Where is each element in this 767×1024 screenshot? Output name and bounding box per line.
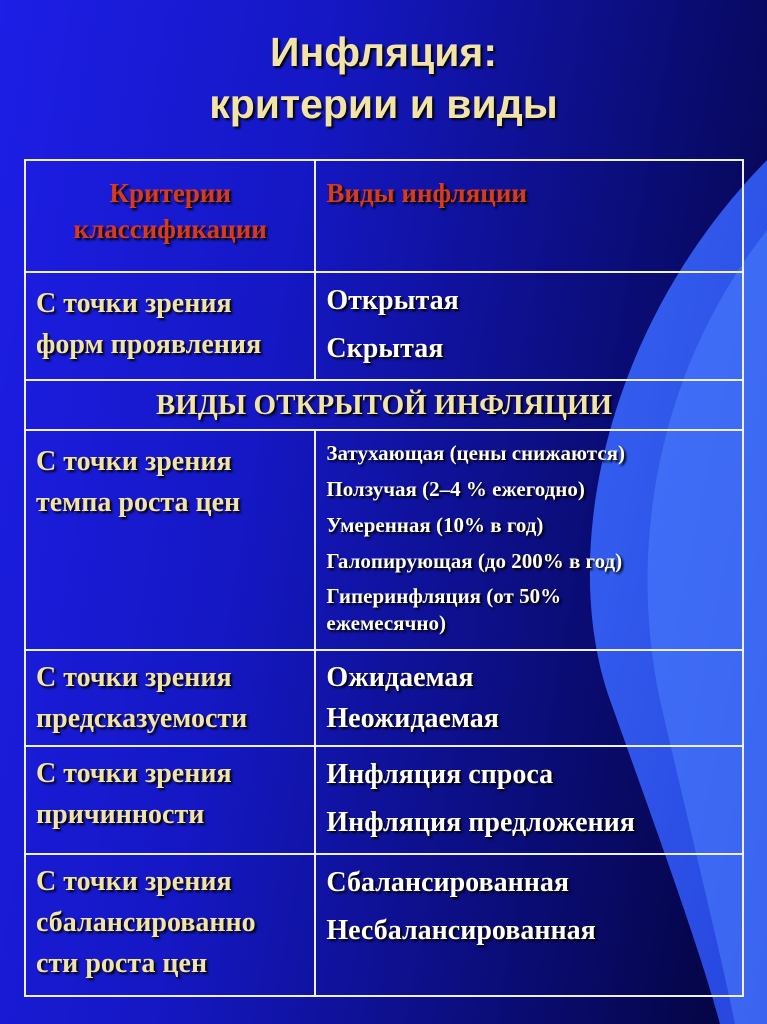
criteria-predictability-line2: предсказуемости <box>36 703 248 734</box>
header-types-cell <box>315 160 743 272</box>
criteria-predictability-line1: С точки зрения <box>36 662 232 693</box>
types-cell-forms <box>315 272 743 380</box>
type-expected: Ожидаемая <box>326 662 474 693</box>
criteria-cell-price-growth <box>25 430 315 650</box>
type-unexpected: Неожидаемая <box>326 703 499 734</box>
criteria-price-growth-line2: темпа роста цен <box>36 487 241 518</box>
type-open: Открытая <box>326 285 459 316</box>
table-row-causality <box>25 746 743 854</box>
types-cell-causality <box>315 746 743 854</box>
type-balanced: Сбалансированная <box>326 867 569 898</box>
table-row-balance <box>25 854 743 996</box>
criteria-cell-balance <box>25 854 315 996</box>
slide-title-line1: Инфляция: <box>269 29 498 75</box>
criteria-forms-line1: С точки зрения <box>36 288 232 319</box>
criteria-cell-causality <box>25 746 315 854</box>
type-unbalanced: Несбалансированная <box>326 915 596 946</box>
type-creeping: Ползучая (2–4 % ежегодно) <box>326 477 585 501</box>
classification-table <box>24 159 744 997</box>
criteria-forms-line2: форм проявления <box>36 329 262 360</box>
type-hyperinflation <box>326 579 732 637</box>
table-header-row <box>25 160 743 272</box>
criteria-cell-forms <box>25 272 315 380</box>
type-galloping: Галопирующая (до 200% в год) <box>326 549 623 573</box>
slide-title-line2: критерии и виды <box>209 81 558 127</box>
types-cell-predictability <box>315 650 743 746</box>
type-hidden: Скрытая <box>326 333 444 364</box>
slide-title <box>0 26 767 130</box>
criteria-balance-line1: С точки зрения <box>36 866 232 897</box>
type-supply-inflation: Инфляция предложения <box>326 807 635 838</box>
criteria-balance-line2: сбалансированно <box>36 907 256 938</box>
type-moderate: Умеренная (10% в год) <box>326 513 544 537</box>
header-criteria-line2: классификации <box>73 214 267 244</box>
criteria-balance-line3: сти роста цен <box>36 948 208 979</box>
banner-open-inflation: ВИДЫ ОТКРЫТОЙ ИНФЛЯЦИИ <box>25 380 743 430</box>
table-banner-row <box>25 380 743 430</box>
header-criteria-cell <box>25 160 315 272</box>
type-decaying: Затухающая (цены снижаются) <box>326 441 625 465</box>
criteria-price-growth-line1: С точки зрения <box>36 446 232 477</box>
table-row-price-growth <box>25 430 743 650</box>
criteria-causality-line2: причинности <box>36 799 205 830</box>
type-hyperinflation-line1: Гиперинфляция (от 50% <box>326 584 562 608</box>
header-types-label: Виды инфляции <box>326 178 527 208</box>
criteria-causality-line1: С точки зрения <box>36 758 232 789</box>
types-cell-price-growth <box>315 430 743 650</box>
type-hyperinflation-line2: ежемесячно) <box>326 611 446 635</box>
table-row-predictability <box>25 650 743 746</box>
types-cell-balance <box>315 854 743 996</box>
type-demand-inflation: Инфляция спроса <box>326 759 554 790</box>
header-criteria-line1: Критерии <box>109 178 231 208</box>
table-row-forms <box>25 272 743 380</box>
criteria-cell-predictability <box>25 650 315 746</box>
